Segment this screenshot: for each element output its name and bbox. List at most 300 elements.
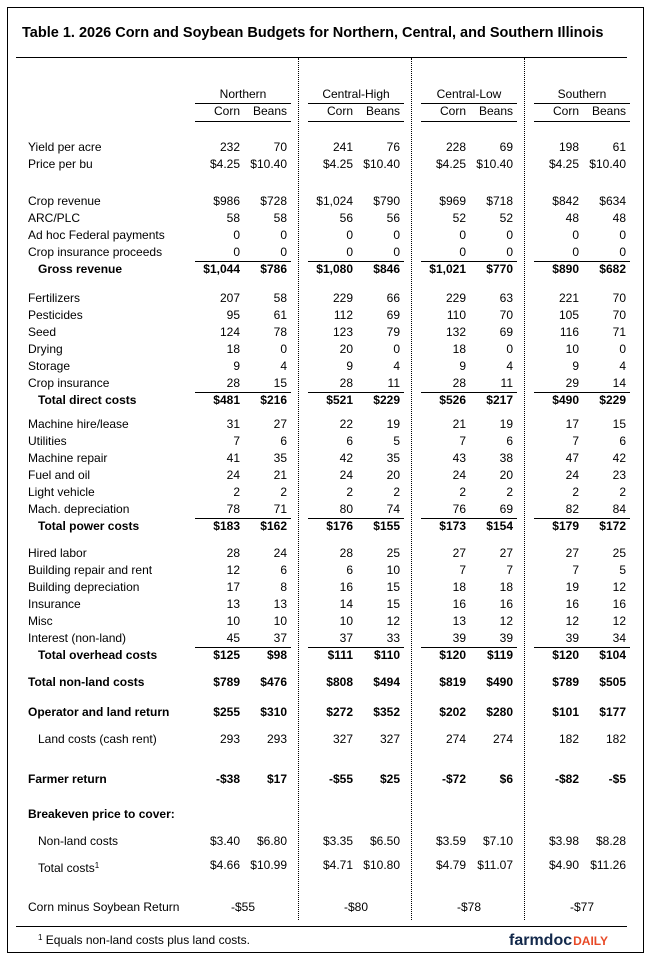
- cell-value: 207: [219, 291, 240, 305]
- cell-value: 95: [226, 308, 240, 322]
- row-label-text: Building repair and rent: [28, 563, 153, 577]
- cell-value: 58: [226, 211, 240, 225]
- cell-value: 6: [346, 563, 353, 577]
- row-label-text: Storage: [28, 359, 71, 373]
- cell-value: 19: [386, 417, 400, 431]
- cell-value: 79: [386, 325, 400, 339]
- cell-value: 4: [619, 359, 626, 373]
- cell-value: 2: [280, 485, 287, 499]
- row-label-text: Operator and land return: [28, 705, 170, 719]
- cell-value: 0: [393, 245, 400, 259]
- cell-value: 12: [386, 614, 400, 628]
- row-label-text: Interest (non-land): [28, 631, 127, 645]
- row-label-text: Insurance: [28, 597, 81, 611]
- cell-value: $969: [439, 194, 466, 208]
- cell-value: $104: [599, 648, 626, 662]
- row-label: [28, 450, 107, 467]
- row-label: [28, 307, 83, 324]
- cell-value: 10: [339, 614, 353, 628]
- cell-value: 28: [339, 376, 353, 390]
- cell-value: 6: [346, 434, 353, 448]
- cell-value: 327: [332, 732, 353, 746]
- cell-value: 69: [386, 308, 400, 322]
- row-label-text: Crop revenue: [28, 194, 101, 208]
- budget-row: [0, 518, 652, 535]
- cell-value: 0: [393, 342, 400, 356]
- cell-value: $10.40: [476, 157, 513, 171]
- cell-value: 58: [273, 211, 287, 225]
- cell-value: 6: [506, 434, 513, 448]
- title-rule: [16, 57, 627, 58]
- cell-value: -$55: [328, 772, 353, 786]
- cell-value: 37: [273, 631, 287, 645]
- cell-value: 24: [565, 468, 579, 482]
- row-label: [28, 324, 56, 341]
- cell-value: 24: [452, 468, 466, 482]
- crop-header-corn: Corn: [213, 104, 240, 118]
- cell-value: 123: [332, 325, 353, 339]
- budget-row: [0, 244, 652, 261]
- budget-row: [0, 307, 652, 324]
- cell-value: 27: [565, 546, 579, 560]
- cell-value: 6: [280, 563, 287, 577]
- cell-value: 17: [565, 417, 579, 431]
- cell-value: 18: [452, 580, 466, 594]
- cell-value: 11: [387, 376, 400, 390]
- cell-value: 11: [500, 376, 513, 390]
- cell-value: 4: [393, 359, 400, 373]
- row-label: [28, 674, 144, 691]
- crop-header-beans: Beans: [252, 104, 287, 118]
- cell-value: 24: [226, 468, 240, 482]
- cell-value: 10: [226, 614, 240, 628]
- cell-value: 35: [386, 451, 400, 465]
- budget-row: [0, 562, 652, 579]
- row-label-text: Machine hire/lease: [28, 417, 129, 431]
- budget-row: [0, 630, 652, 647]
- cell-value: 39: [565, 631, 579, 645]
- row-label: [28, 139, 102, 156]
- cell-value: 10: [565, 342, 579, 356]
- cell-value: $6: [499, 772, 513, 786]
- cell-value: 19: [499, 417, 513, 431]
- cell-value: $786: [260, 262, 287, 276]
- cell-value: 21: [452, 417, 466, 431]
- cell-value: 7: [572, 563, 579, 577]
- cell-value: 5: [393, 434, 400, 448]
- cell-value: $3.35: [322, 834, 353, 848]
- cell-value: $4.25: [548, 157, 579, 171]
- budget-row: [0, 193, 652, 210]
- cell-value: $125: [213, 648, 240, 662]
- cell-value: 4: [280, 359, 287, 373]
- cell-value: 229: [332, 291, 353, 305]
- footnote-ref: 1: [94, 861, 100, 870]
- cell-value: $1,080: [316, 262, 353, 276]
- cell-value: $4.66: [209, 858, 240, 872]
- cell-value: $217: [486, 393, 513, 407]
- row-label-text: Yield per acre: [28, 140, 102, 154]
- cell-value: $179: [552, 519, 579, 533]
- cell-value: 34: [612, 631, 626, 645]
- cell-value: 112: [333, 308, 353, 322]
- row-label-text: Farmer return: [28, 772, 107, 786]
- cell-value: $272: [326, 705, 353, 719]
- cell-value: 15: [612, 417, 626, 431]
- cell-value: 0: [280, 342, 287, 356]
- cell-value: 7: [572, 434, 579, 448]
- cell-value: $728: [260, 194, 287, 208]
- cell-value: $490: [486, 675, 513, 689]
- budget-row: [0, 210, 652, 227]
- budget-row: [0, 392, 652, 409]
- cell-value: 20: [339, 342, 353, 356]
- cell-value: 61: [273, 308, 287, 322]
- cell-value: $202: [439, 705, 466, 719]
- cell-value: 12: [612, 580, 626, 594]
- cell-value: 12: [226, 563, 240, 577]
- budget-row: [0, 857, 652, 874]
- cell-value: 15: [273, 376, 287, 390]
- cell-value: $890: [552, 262, 579, 276]
- cell-value: 25: [386, 546, 400, 560]
- farmdoc-daily-logo: [509, 929, 629, 951]
- cell-value: 293: [266, 732, 287, 746]
- cell-value: 28: [339, 546, 353, 560]
- row-label-text: Total costs: [38, 861, 95, 875]
- cell-value: $986: [213, 194, 240, 208]
- budget-row: [0, 833, 652, 850]
- logo-word-farmdoc: farmdoc: [509, 932, 573, 949]
- cell-value: 43: [452, 451, 466, 465]
- cell-value: 2: [619, 485, 626, 499]
- cell-value: 16: [452, 597, 466, 611]
- cell-value: 182: [558, 732, 579, 746]
- budget-row: [0, 290, 652, 307]
- cell-value: 70: [612, 308, 626, 322]
- cell-value: 5: [619, 563, 626, 577]
- cell-value: 6: [280, 434, 287, 448]
- logo-word-daily: DAILY: [573, 934, 609, 948]
- budget-row: [0, 731, 652, 748]
- row-label: [28, 341, 63, 358]
- footnote-marker: 1: [38, 933, 43, 942]
- budget-row: [0, 647, 652, 664]
- cell-value: 74: [386, 502, 400, 516]
- cell-value: 124: [219, 325, 240, 339]
- cell-value: 0: [506, 228, 513, 242]
- cell-value: 2: [393, 485, 400, 499]
- row-label: [28, 156, 93, 173]
- crop-header-corn: Corn: [552, 104, 579, 118]
- cell-value: $521: [326, 393, 353, 407]
- row-label: [38, 731, 157, 748]
- cell-value: $6.80: [256, 834, 287, 848]
- cell-value: 0: [572, 245, 579, 259]
- cell-value: 274: [445, 732, 466, 746]
- cell-value: 80: [339, 502, 353, 516]
- cell-value: $4.25: [209, 157, 240, 171]
- row-label-text: Gross revenue: [38, 262, 123, 276]
- cell-value: 48: [612, 211, 626, 225]
- cell-value: $172: [599, 519, 626, 533]
- row-label: [28, 630, 126, 647]
- cell-value: 0: [619, 245, 626, 259]
- cell-value: 48: [565, 211, 579, 225]
- cell-value: $155: [373, 519, 400, 533]
- cell-value: 24: [339, 468, 353, 482]
- cell-value: 20: [499, 468, 513, 482]
- cell-value: $526: [439, 393, 466, 407]
- cell-value: 28: [226, 376, 240, 390]
- cell-value: 0: [506, 342, 513, 356]
- cell-value: 7: [233, 434, 240, 448]
- cell-value: 0: [459, 228, 466, 242]
- cell-value: 229: [445, 291, 466, 305]
- budget-row: [0, 433, 652, 450]
- cell-value: $789: [213, 675, 240, 689]
- budget-row: [0, 771, 652, 788]
- cell-value: 41: [226, 451, 240, 465]
- cell-value: -$38: [215, 772, 240, 786]
- row-label-text: Crop insurance: [28, 376, 110, 390]
- table-title: Table 1. 2026 Corn and Soybean Budgets for Northern, Central, and Southern Illinois: [22, 25, 604, 41]
- cell-value: 25: [612, 546, 626, 560]
- cell-value: 31: [226, 417, 240, 431]
- cell-value: $846: [373, 262, 400, 276]
- corn-minus-soybean-value: -$55: [230, 900, 256, 914]
- cell-value: $789: [552, 675, 579, 689]
- region-central-low-header: Central-Low: [436, 87, 502, 101]
- cell-value: 14: [612, 376, 626, 390]
- cell-value: 18: [226, 342, 240, 356]
- cell-value: 198: [558, 140, 579, 154]
- cell-value: 2: [459, 485, 466, 499]
- row-label: [38, 261, 122, 278]
- row-label: [38, 833, 118, 850]
- crop-header-beans: Beans: [365, 104, 400, 118]
- cell-value: 29: [565, 376, 579, 390]
- cell-value: $119: [486, 648, 513, 662]
- cell-value: 18: [499, 580, 513, 594]
- cell-value: 38: [499, 451, 513, 465]
- cell-value: 232: [219, 140, 240, 154]
- row-label: [38, 518, 139, 535]
- budget-row: [0, 501, 652, 518]
- cell-value: 19: [565, 580, 579, 594]
- cell-value: 69: [499, 325, 513, 339]
- cell-value: 293: [219, 732, 240, 746]
- cell-value: 56: [386, 211, 400, 225]
- cell-value: $11.26: [590, 858, 626, 872]
- cell-value: 23: [612, 468, 626, 482]
- cell-value: 0: [459, 245, 466, 259]
- cell-value: 9: [233, 359, 240, 373]
- crop-header-corn: Corn: [326, 104, 353, 118]
- cell-value: 20: [386, 468, 400, 482]
- cell-value: 13: [452, 614, 466, 628]
- corn-minus-soybean-value: -$78: [456, 900, 482, 914]
- row-label: [28, 433, 67, 450]
- row-label: [28, 467, 90, 484]
- cell-value: $111: [327, 648, 353, 662]
- cell-value: $682: [599, 262, 626, 276]
- row-label-text: Total power costs: [38, 519, 140, 533]
- row-label-text: Pesticides: [28, 308, 83, 322]
- cell-value: $4.25: [322, 157, 353, 171]
- cell-value: $1,024: [316, 194, 353, 208]
- cell-value: 14: [339, 597, 353, 611]
- row-label: [28, 771, 107, 788]
- cell-value: $183: [213, 519, 240, 533]
- cell-value: $177: [599, 705, 626, 719]
- budget-row: [0, 467, 652, 484]
- cell-value: 2: [233, 485, 240, 499]
- budget-row: [0, 704, 652, 721]
- cell-value: 13: [273, 597, 287, 611]
- cell-value: 0: [619, 342, 626, 356]
- row-label: [28, 290, 80, 307]
- budget-row: [0, 139, 652, 156]
- cell-value: $3.40: [209, 834, 240, 848]
- cell-value: 2: [506, 485, 513, 499]
- budget-row: [0, 613, 652, 630]
- cell-value: 42: [612, 451, 626, 465]
- footnote-rule: [16, 926, 627, 927]
- cell-value: 10: [386, 563, 400, 577]
- cell-value: 24: [273, 546, 287, 560]
- cell-value: $173: [439, 519, 466, 533]
- cell-value: 221: [558, 291, 579, 305]
- cell-value: $634: [599, 194, 626, 208]
- row-label-text: Total non-land costs: [28, 675, 145, 689]
- logo-text: [509, 932, 608, 949]
- row-label: [28, 375, 109, 392]
- cell-value: 76: [452, 502, 466, 516]
- crop-header-rule: [195, 121, 291, 122]
- cell-value: $17: [266, 772, 287, 786]
- row-label-text: Machine repair: [28, 451, 108, 465]
- row-label-text: ARC/PLC: [28, 211, 81, 225]
- cell-value: $4.90: [548, 858, 579, 872]
- cell-value: $770: [486, 262, 513, 276]
- crop-header-beans: Beans: [478, 104, 513, 118]
- row-label: [28, 193, 101, 210]
- cell-value: $3.98: [548, 834, 579, 848]
- corn-minus-soybean-value: -$80: [343, 900, 369, 914]
- cell-value: 0: [619, 228, 626, 242]
- cell-value: 17: [226, 580, 240, 594]
- budget-row: [0, 450, 652, 467]
- cell-value: $490: [552, 393, 579, 407]
- cell-value: $10.40: [363, 157, 400, 171]
- cell-value: $494: [373, 675, 400, 689]
- cell-value: 12: [499, 614, 513, 628]
- cell-value: $808: [326, 675, 353, 689]
- cell-value: $162: [260, 519, 287, 533]
- region-central-high-header: Central-High: [322, 87, 390, 101]
- cell-value: $505: [599, 675, 626, 689]
- cell-value: 28: [452, 376, 466, 390]
- row-label: [28, 416, 129, 433]
- cell-value: -$5: [608, 772, 626, 786]
- cell-value: 56: [339, 211, 353, 225]
- budget-row: [0, 358, 652, 375]
- cell-value: 7: [506, 563, 513, 577]
- row-label-text: Price per bu: [28, 157, 93, 171]
- cell-value: 0: [280, 245, 287, 259]
- crop-header-rule: [534, 121, 630, 122]
- row-label-text: Misc: [28, 614, 53, 628]
- cell-value: 12: [612, 614, 626, 628]
- row-label: [28, 579, 139, 596]
- cell-value: $216: [260, 393, 287, 407]
- cell-value: 70: [273, 140, 287, 154]
- cell-value: 18: [452, 342, 466, 356]
- cell-value: $8.28: [595, 834, 626, 848]
- budget-row: [0, 545, 652, 562]
- budget-row: [0, 579, 652, 596]
- cell-value: 58: [273, 291, 287, 305]
- cell-value: $98: [266, 648, 287, 662]
- cell-value: $352: [373, 705, 400, 719]
- row-label: [28, 227, 165, 244]
- footnote-text: Equals non-land costs plus land costs.: [42, 933, 250, 947]
- cell-value: 63: [499, 291, 513, 305]
- cell-value: 116: [559, 325, 579, 339]
- crop-header-beans: Beans: [591, 104, 626, 118]
- cell-value: 69: [499, 502, 513, 516]
- cell-value: 47: [565, 451, 579, 465]
- budget-row: [0, 261, 652, 278]
- cell-value: 0: [346, 228, 353, 242]
- cell-value: 16: [339, 580, 353, 594]
- cell-value: 22: [339, 417, 353, 431]
- cell-value: 182: [605, 732, 626, 746]
- cell-value: 33: [386, 631, 400, 645]
- row-label: [28, 501, 129, 518]
- cell-value: 0: [233, 228, 240, 242]
- cell-value: -$82: [554, 772, 579, 786]
- region-southern-header: Southern: [557, 87, 607, 101]
- row-label: [28, 545, 87, 562]
- budget-row: [0, 341, 652, 358]
- budget-row: [0, 596, 652, 613]
- cell-value: 0: [280, 228, 287, 242]
- row-label-text: Fertilizers: [28, 291, 81, 305]
- cell-value: 39: [452, 631, 466, 645]
- cell-value: $120: [552, 648, 579, 662]
- cell-value: $120: [439, 648, 466, 662]
- cell-value: 327: [379, 732, 400, 746]
- cell-value: $476: [260, 675, 287, 689]
- cell-value: 76: [386, 140, 400, 154]
- cell-value: $10.40: [589, 157, 626, 171]
- cell-value: $819: [439, 675, 466, 689]
- row-label: [28, 704, 169, 721]
- cell-value: 0: [393, 228, 400, 242]
- row-label-text: Ad hoc Federal payments: [28, 228, 165, 242]
- row-label: [38, 647, 157, 664]
- cell-value: 9: [572, 359, 579, 373]
- cell-value: 105: [558, 308, 579, 322]
- row-label-text: Non-land costs: [38, 834, 119, 848]
- cell-value: 16: [565, 597, 579, 611]
- row-label-text: Building depreciation: [28, 580, 140, 594]
- budget-row: [0, 416, 652, 433]
- cell-value: 27: [452, 546, 466, 560]
- cell-value: 13: [226, 597, 240, 611]
